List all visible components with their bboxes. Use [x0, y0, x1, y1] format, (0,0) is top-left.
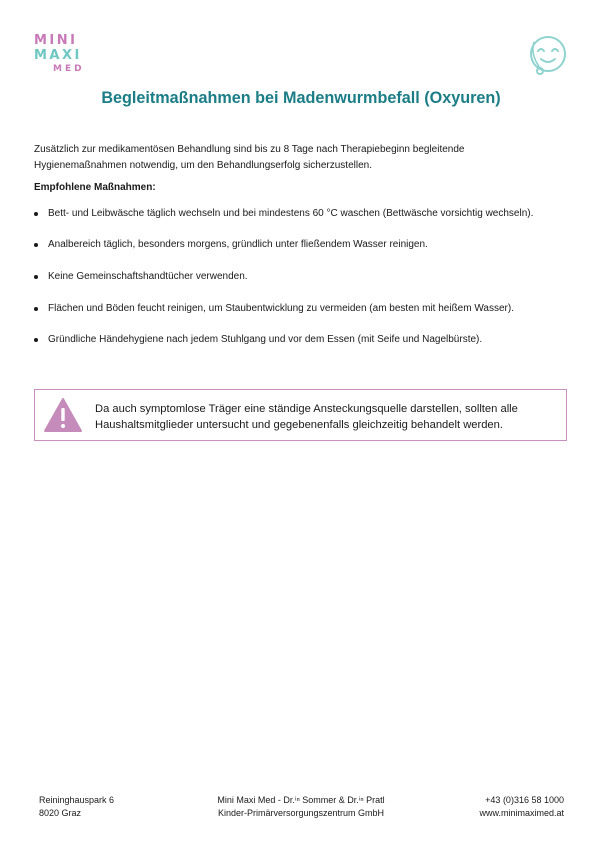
footer-street: Reininghauspark 6 [39, 795, 115, 805]
footer-city: 8020 Graz [39, 808, 82, 818]
recommended-measures-heading: Empfohlene Maßnahmen: [34, 182, 156, 193]
measures-list [34, 206, 570, 348]
footer-org-name: Mini Maxi Med - Dr.ⁱⁿ Sommer & Dr.ⁱⁿ Pratl [217, 795, 385, 805]
logo-text-maxi: MAXI [34, 48, 82, 63]
list-item: Gründliche Händehygiene nach jedem Stuhlgang und vor dem Essen (mit Seife und Nagelbürste). [34, 332, 570, 348]
list-item: Keine Gemeinschaftshandtücher verwenden. [34, 269, 570, 285]
logo-text-mini: MINI [34, 33, 78, 48]
warning-triangle-icon [43, 397, 83, 433]
footer-phone: +43 (0)316 58 1000 [485, 795, 564, 805]
footer-contact [479, 794, 564, 820]
warning-text: Da auch symptomlose Träger eine ständige Ansteckungsquelle darstellen, sollten alle Haushaltsmitglieder untersucht und gegebenenfalls gleichzeitig behandelt werden. [95, 403, 518, 431]
mini-maxi-med-logo [34, 33, 94, 76]
page-title: Begleitmaßnahmen bei Madenwurmbefall (Oxyuren) [101, 89, 501, 107]
list-item: Flächen und Böden feucht reinigen, um Staubentwicklung zu vermeiden (am besten mit heißem Wasser). [34, 301, 570, 317]
logo-text-med: MED [53, 64, 85, 74]
footer-org-type: Kinder-Primärversorgungszentrum GmbH [217, 808, 385, 818]
list-item: Analbereich täglich, besonders morgens, gründlich unter fließendem Wasser reinigen. [34, 237, 570, 253]
footer-website[interactable]: www.minimaximed.at [479, 808, 564, 818]
intro-paragraph: Zusätzlich zur medikamentösen Behandlung sind bis zu 8 Tage nach Therapiebeginn begleitende Hygienemaßnahmen notwendig, um den Behandlungserfolg sicherzustellen. [34, 144, 465, 171]
smiley-face-stethoscope-icon [526, 34, 570, 78]
warning-box [34, 389, 567, 441]
list-item: Bett- und Leibwäsche täglich wechseln und bei mindestens 60 °C waschen (Bettwäsche vorsichtig wechseln). [34, 206, 570, 222]
